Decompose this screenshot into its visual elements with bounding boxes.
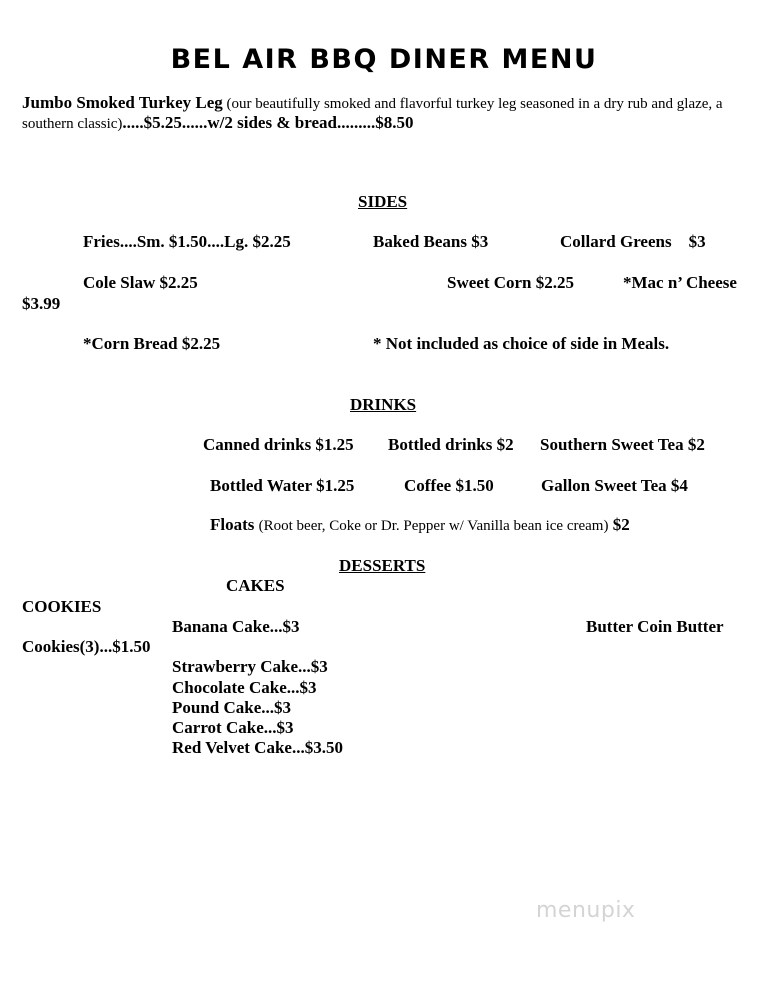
- cake-banana: Banana Cake...$3: [172, 617, 300, 636]
- cookie-butter-coin: Butter Coin Butter: [586, 617, 724, 636]
- drink-canned: Canned drinks $1.25: [203, 435, 354, 454]
- turkey-line-1: [22, 93, 723, 113]
- side-mac-price: $3.99: [22, 294, 61, 313]
- side-collard-greens: Collard Greens $3: [560, 232, 706, 251]
- turkey-desc-1: (our beautifully smoked and flavorful turkey leg seasoned in a dry rub and glaze, a: [226, 96, 723, 112]
- cake-strawberry: Strawberry Cake...$3: [172, 657, 328, 676]
- floats-price: $2: [612, 515, 630, 534]
- drink-gallon-tea: Gallon Sweet Tea $4: [541, 476, 688, 495]
- cakes-heading: CAKES: [226, 576, 285, 595]
- drinks-heading: DRINKS: [350, 395, 417, 414]
- turkey-name: Jumbo Smoked Turkey Leg: [22, 93, 223, 112]
- desserts-heading: DESSERTS: [339, 556, 426, 575]
- cake-carrot: Carrot Cake...$3: [172, 718, 294, 737]
- cake-red-velvet: Red Velvet Cake...$3.50: [172, 738, 343, 757]
- cake-pound: Pound Cake...$3: [172, 698, 292, 717]
- turkey-line-2: [22, 113, 413, 133]
- cake-chocolate: Chocolate Cake...$3: [172, 678, 317, 697]
- sides-heading: SIDES: [358, 192, 408, 211]
- side-baked-beans: Baked Beans $3: [373, 232, 489, 251]
- drink-coffee: Coffee $1.50: [404, 476, 494, 495]
- drink-floats: [210, 515, 630, 535]
- side-fries: Fries....Sm. $1.50....Lg. $2.25: [83, 232, 291, 251]
- sides-note: * Not included as choice of side in Meals.: [373, 334, 670, 353]
- side-mac-cheese: *Mac n’ Cheese: [623, 273, 737, 292]
- menu-title: BEL AIR BBQ DINER MENU: [170, 44, 598, 75]
- turkey-desc-2: southern classic): [22, 116, 123, 132]
- side-cole-slaw: Cole Slaw $2.25: [83, 273, 198, 292]
- menupix-watermark: menupix: [536, 898, 636, 923]
- cookies-heading: COOKIES: [22, 597, 102, 616]
- side-sweet-corn: Sweet Corn $2.25: [447, 273, 575, 292]
- drink-bottled: Bottled drinks $2: [388, 435, 514, 454]
- floats-name: Floats: [210, 515, 255, 534]
- side-corn-bread: *Corn Bread $2.25: [83, 334, 221, 353]
- drink-water: Bottled Water $1.25: [210, 476, 355, 495]
- cookie-price: Cookies(3)...$1.50: [22, 637, 151, 656]
- floats-desc: (Root beer, Coke or Dr. Pepper w/ Vanilla bean ice cream): [258, 518, 609, 534]
- turkey-prices: .....$5.25......w/2 sides & bread.........$8.50: [122, 113, 414, 132]
- drink-southern-tea: Southern Sweet Tea $2: [540, 435, 705, 454]
